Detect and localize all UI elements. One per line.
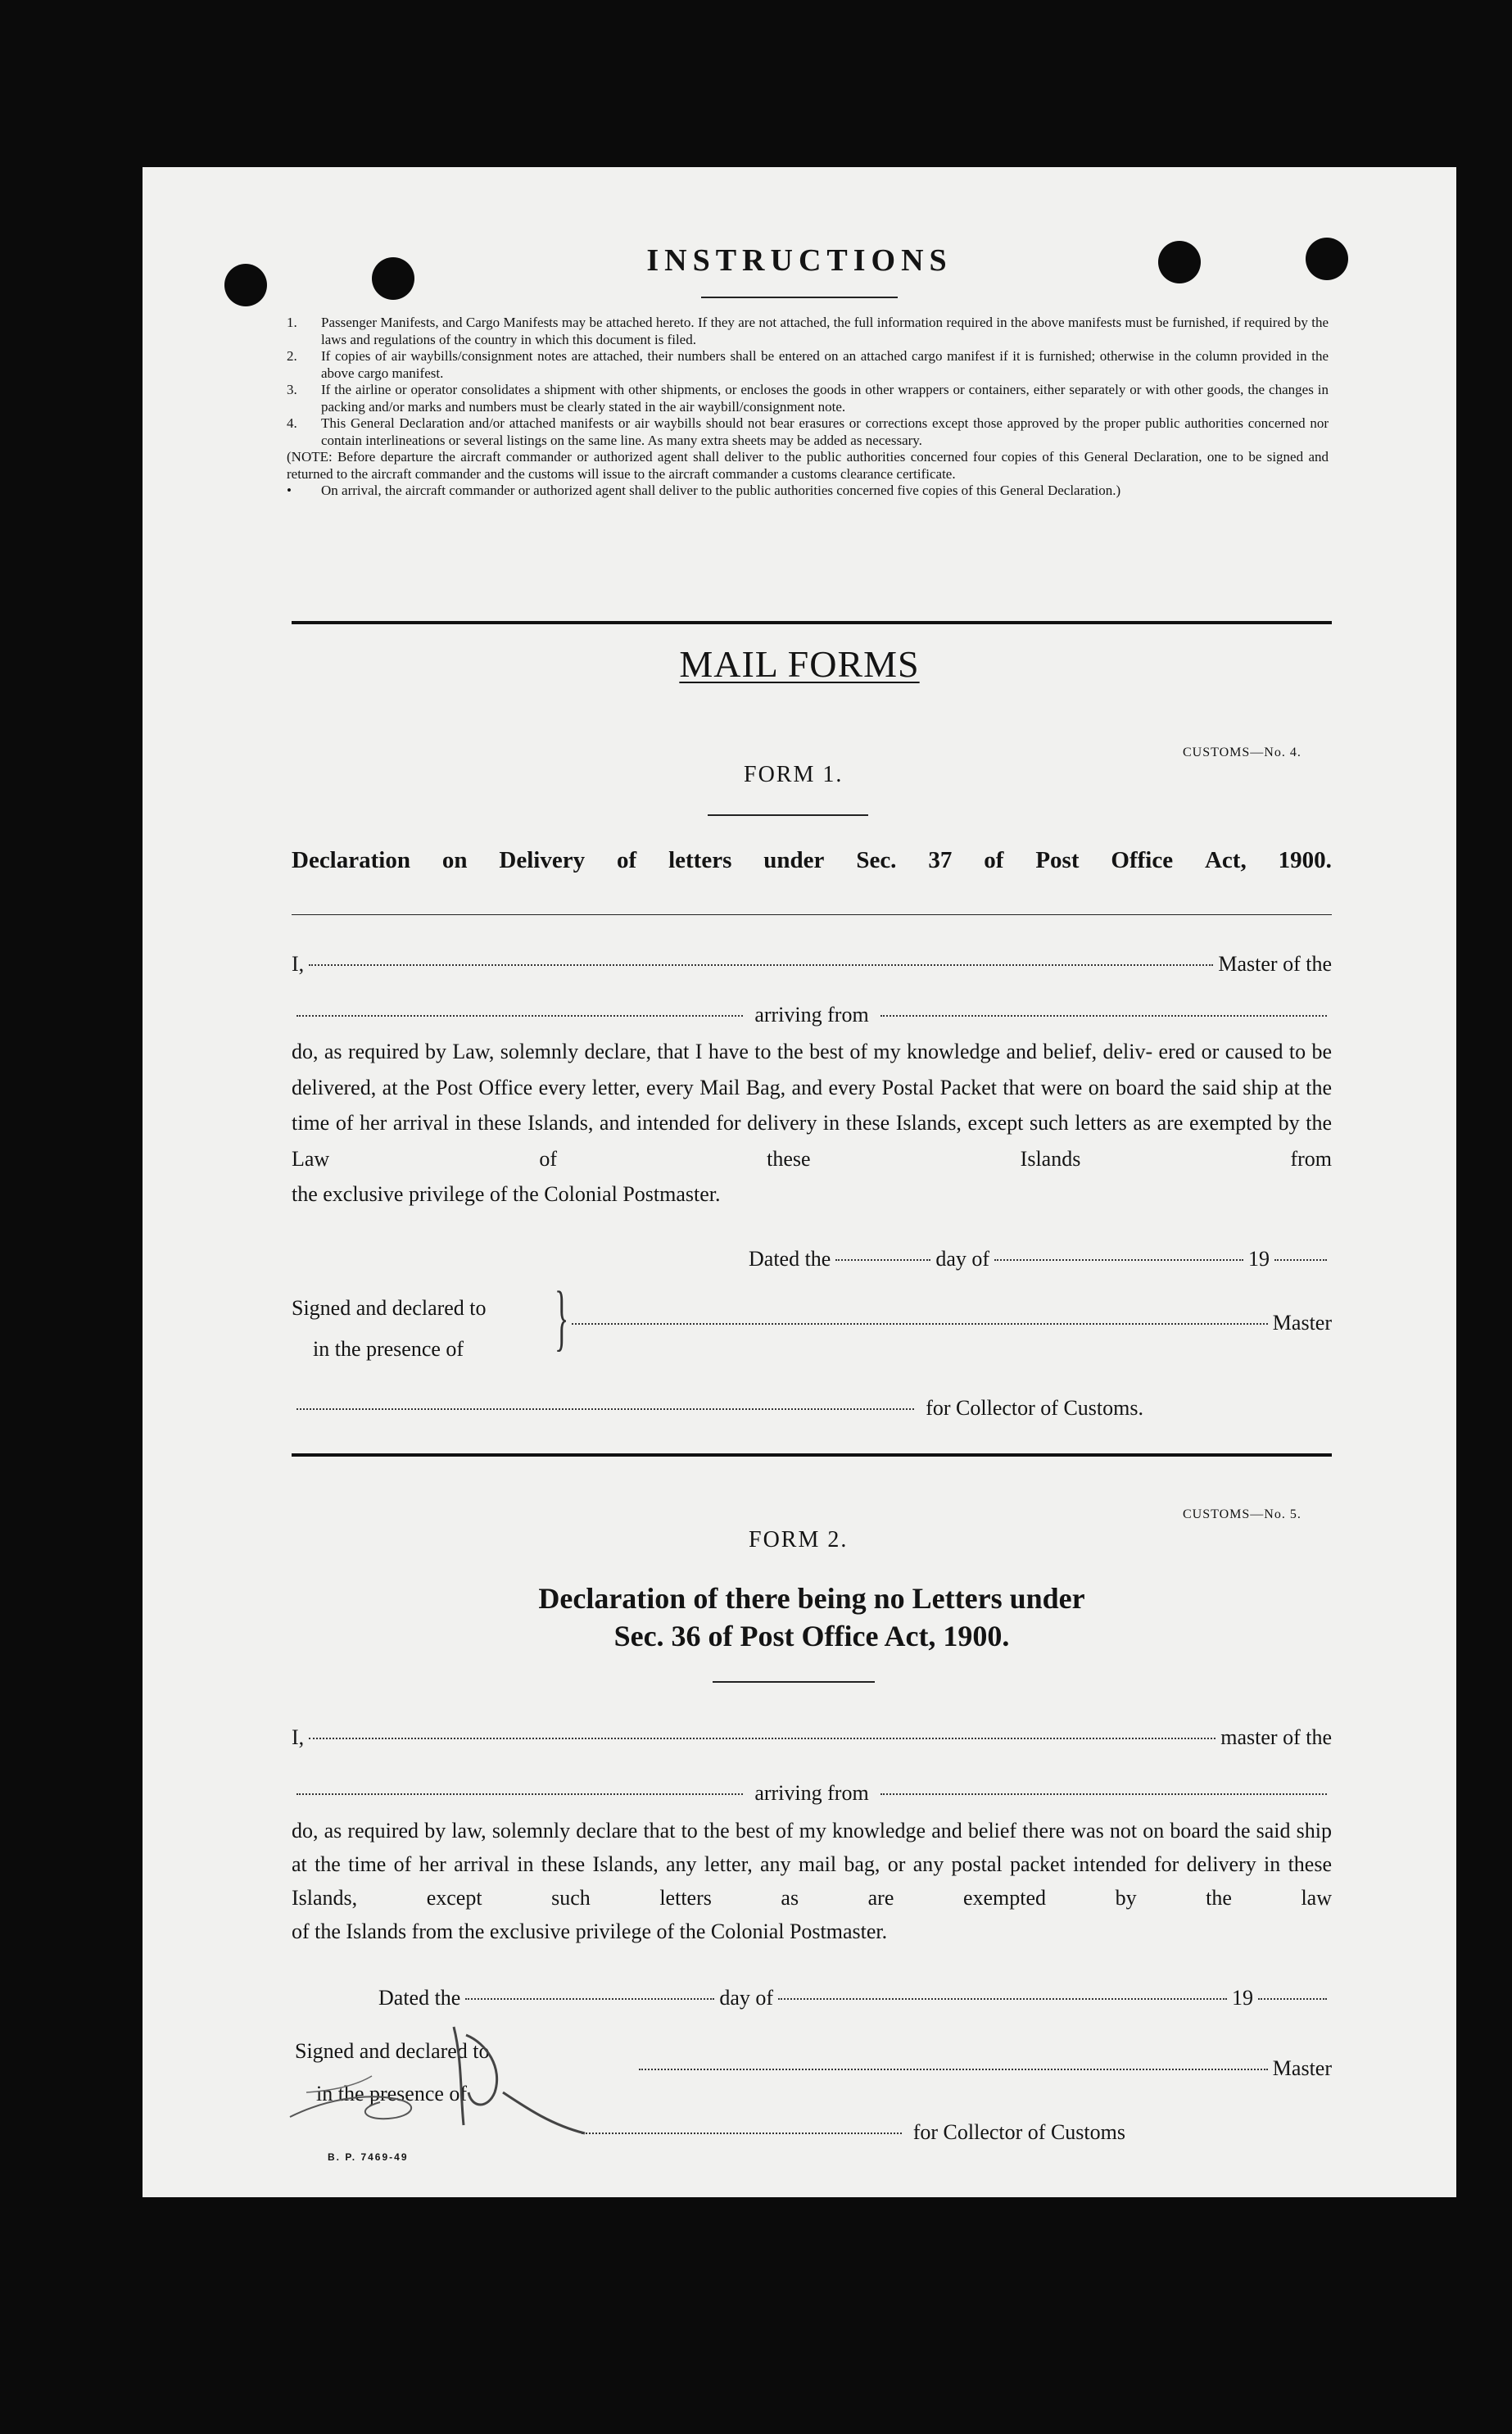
instruction-note: (NOTE: Before departure the aircraft commander or authorized agent shall deliver to the public authorities concerned four copies of this General Declaration, one to be signed and returned to the aircraft commander and the customs will issue to the aircraft commander a customs clearance certificate. [287,449,1329,482]
form2-signed-label: Signed and declared to in the presence of [295,2039,490,2105]
form1-ship-field[interactable] [297,1015,743,1017]
form1-date-field[interactable] [835,1259,930,1261]
form2-customs-number: CUSTOMS—No. 5. [1183,1507,1301,1521]
form2-master-line: I, master of the [292,1725,1332,1749]
form2-origin-field[interactable] [880,1793,1327,1795]
mail-forms-title: MAIL FORMS [679,643,920,685]
form1-month-field[interactable] [994,1259,1243,1261]
form1-dated-line: Dated the day of 19 [749,1247,1332,1271]
instruction-item: 3. If the airline or operator consolidates a shipment with other shipments, or encloses the goods in other wrappers or containers, either separately or with other goods, the changes in packing and/or marks and numbers must be clearly stated in the air waybill/consignment note. [287,382,1329,415]
instructions-title: INSTRUCTIONS [646,243,953,278]
document-page [143,167,1456,2197]
instruction-item: 4. This General Declaration and/or attached manifests or air waybills should not bear erasures or corrections except those approved by the proper public authorities concerned nor contain interlineations or several listings on the same line. As many extra sheets may be added as necessary. [287,415,1329,448]
footer-code: B. P. 7469-49 [328,2151,409,2163]
instructions-divider [292,621,1332,624]
form1-name-field[interactable] [309,964,1213,966]
form1-master-signature-line: Master [567,1311,1332,1335]
form1-heading-rule [292,914,1332,915]
form2-declaration-heading: Declaration of there being no Letters under Sec. 36 of Post Office Act, 1900. [538,1582,1085,1652]
form2-ship-field[interactable] [297,1793,743,1795]
form2-year-field[interactable] [1258,1998,1327,2000]
form2-arriving-line: arriving from [292,1781,1332,1806]
form1-declaration-heading: Declaration on Delivery of letters under Sec. 37 of Post Office Act, 1900. [292,847,1332,873]
form1-collector-field[interactable] [297,1408,914,1410]
signature-scribble [257,1994,601,2150]
form1-body: do, as required by Law, solemnly declare, that I have to the best of my knowledge and belief, deliv- ered or caused to be delivered, at the Post Office every letter, every Mail Bag, and every Postal Packet that were on board the said ship at the time of her arrival in these Islands, and intended for delivery in these Islands, except such letters as are exempted by the Law of these Islands from the exclusive privilege of the Colonial Postmaster. [292,1040,1333,1206]
form2-label: FORM 2. [749,1527,849,1552]
form1-master-line: I, Master of the [292,952,1332,976]
form1-arriving-line: arriving from [292,1003,1332,1027]
form1-master-signature-field[interactable] [572,1323,1268,1325]
form1-label-rule [708,814,868,816]
form2-collector-line: for Collector of Customs [577,2120,1125,2145]
form2-master-signature-field[interactable] [639,2069,1268,2070]
form2-month-field[interactable] [778,1998,1227,2000]
form1-year-field[interactable] [1274,1259,1327,1261]
form1-brace: } [554,1277,569,1358]
instruction-note-arrival: • On arrival, the aircraft commander or authorized agent shall deliver to the public authorities concerned five copies of this General Declaration.) [287,483,1121,498]
form2-master-signature-line: Master [634,2056,1332,2081]
instructions-list [287,315,1329,500]
form2-collector-field[interactable] [582,2133,902,2134]
form2-body: do, as required by law, solemnly declare that to the best of my knowledge and belief there was not on board the said ship at the time of her arrival in these Islands, any letter, any mail bag, or any postal packet intended for delivery in these Islands, except such letters as are exempted by the law of the Islands from the exclusive privilege of the Colonial Postmaster. [292,1819,1333,1943]
form2-heading-rule [713,1681,875,1683]
form2-dated-line: Dated the day of 19 [378,1986,1332,2010]
instruction-item: 1. Passenger Manifests, and Cargo Manifests may be attached hereto. If they are not attached, the full information required in the above manifests must be furnished, if required by the laws and regulations of the country in which this document is filed. [287,315,1329,347]
form2-name-field[interactable] [309,1738,1215,1739]
instructions-title-rule [701,297,898,298]
form1-collector-line: for Collector of Customs. [292,1396,1143,1421]
instruction-item: 2. If copies of air waybills/consignment notes are attached, their numbers shall be entered on an attached cargo manifest if it is furnished; otherwise in the column provided in the above cargo manifest. [287,348,1329,381]
form-divider [292,1453,1332,1457]
form1-origin-field[interactable] [880,1015,1327,1017]
form1-signed-label: Signed and declared to in the presence of [292,1296,487,1361]
form1-label: FORM 1. [744,762,844,787]
form1-customs-number: CUSTOMS—No. 4. [1183,746,1301,759]
